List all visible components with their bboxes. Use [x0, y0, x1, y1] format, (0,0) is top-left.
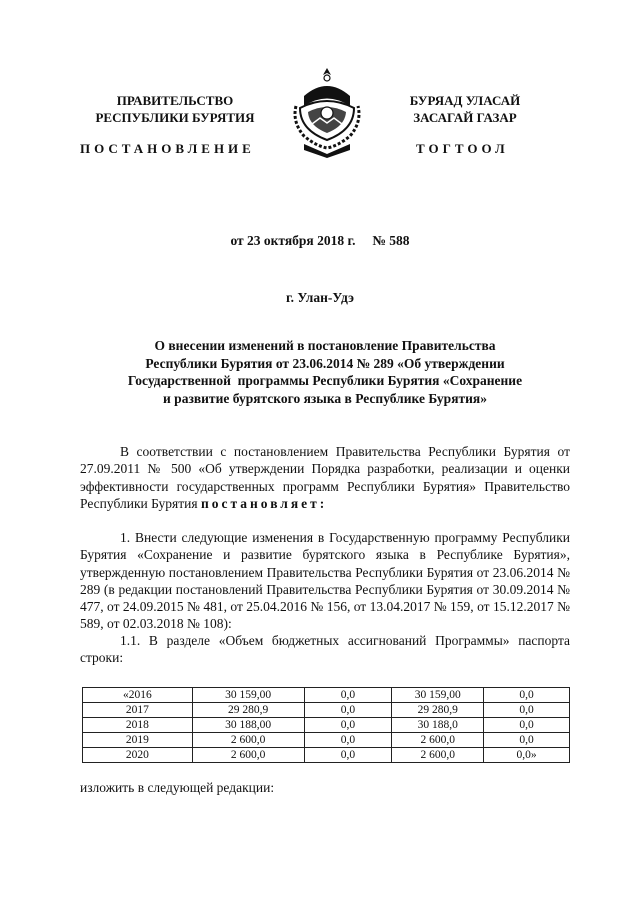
item-1-1-text: 1.1. В разделе «Объем бюджетных ассигнований Программы» паспорта строки:	[80, 633, 570, 666]
coat-of-arms-emblem	[290, 66, 364, 158]
decree-title	[90, 337, 560, 407]
table-cell: 0,0	[484, 703, 570, 718]
table-cell: 2 600,0	[192, 748, 304, 763]
table-cell: 29 280,9	[192, 703, 304, 718]
table-cell: 0,0»	[484, 748, 570, 763]
doc-type-right: ТОГТООЛ	[416, 141, 509, 156]
table-cell: 2019	[83, 733, 193, 748]
table-cell: 2 600,0	[392, 748, 484, 763]
table-cell: 30 188,0	[392, 718, 484, 733]
header-right-line2: ЗАСАГАЙ ГАЗАР	[413, 110, 517, 125]
table-cell: 0,0	[484, 688, 570, 703]
table-cell: 2 600,0	[392, 733, 484, 748]
paragraph-preamble	[80, 443, 570, 512]
header-left-line1: ПРАВИТЕЛЬСТВО	[116, 93, 234, 108]
decree-date-number: от 23 октября 2018 г. № 588	[230, 233, 410, 248]
title-line2: Республики Бурятия от 23.06.2014 № 289 «Об утверждении	[145, 355, 505, 371]
table-cell: 0,0	[304, 733, 392, 748]
preamble-text: В соответствии с постановлением Правительства Республики Бурятия от 27.09.2011 № 500 «Об утверждении Порядка разработки, реализации и оценки эффективности государственных программ Республики Бурятия» Правительство Республики Бурятия	[80, 444, 570, 511]
header-right-line1: БУРЯАД УЛАСАЙ	[409, 93, 521, 108]
table-cell: 0,0	[304, 718, 392, 733]
table-cell: 30 188,00	[192, 718, 304, 733]
table-cell: 29 280,9	[392, 703, 484, 718]
table-row	[83, 718, 570, 733]
paragraph-item-1	[80, 529, 570, 633]
table-cell: 0,0	[304, 688, 392, 703]
header-right	[380, 92, 550, 126]
item-1-text: 1. Внести следующие изменения в Государственную программу Республики Бурятия «Сохранение и развитие бурятского языка в Республике Бурятия», утвержденную постановлением Правительства Республики Бурятия от 23.06.2014 № 289 (в редакции постановлений Правительства Республики Бурятия от 30.09.2014 № 477, от 24.09.2015 № 481, от 25.04.2016 № 156, от 13.04.2017 № 159, от 15.12.2017 № 589, от 02.03.2018 № 108):	[80, 530, 570, 632]
table-cell: 0,0	[304, 703, 392, 718]
table-cell: 30 159,00	[192, 688, 304, 703]
table-cell: 2020	[83, 748, 193, 763]
table-cell: 0,0	[484, 718, 570, 733]
paragraph-item-1-1	[80, 632, 570, 667]
table-row	[83, 733, 570, 748]
header-left-line2: РЕСПУБЛИКИ БУРЯТИЯ	[95, 110, 255, 125]
doc-type-left: ПОСТАНОВЛЕНИЕ	[80, 141, 255, 156]
title-line3: Государственной программы Республики Бурятия «Сохранение	[127, 373, 523, 388]
table-cell: 2017	[83, 703, 193, 718]
table-cell: 2018	[83, 718, 193, 733]
preamble-resolves: постановляет:	[200, 495, 328, 511]
table-row	[83, 703, 570, 718]
table-row	[83, 688, 570, 703]
title-line4: и развитие бурятского языка в Республике Бурятия»	[163, 390, 487, 406]
table-cell: 30 159,00	[392, 688, 484, 703]
title-line1: О внесении изменений в постановление Правительства	[154, 338, 496, 353]
table-cell: 0,0	[484, 733, 570, 748]
table-cell: 2 600,0	[192, 733, 304, 748]
table-cell: 0,0	[304, 748, 392, 763]
table-row	[83, 748, 570, 763]
header-left	[80, 92, 270, 126]
budget-table	[82, 687, 570, 763]
decree-city: г. Улан-Удэ	[286, 290, 354, 305]
final-line: изложить в следующей редакции:	[80, 780, 275, 795]
table-cell: «2016	[83, 688, 193, 703]
